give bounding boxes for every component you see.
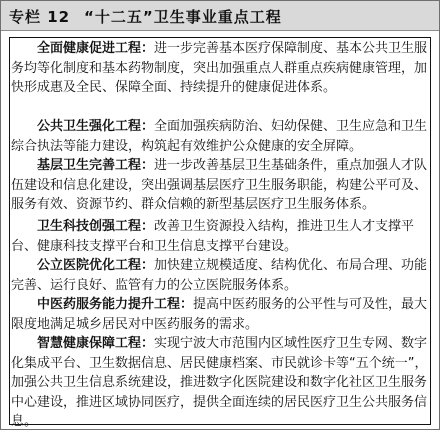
item-text: 进一步完善基本医疗保障制度、基本公共卫生服务均等化制度和基本药物制度，突出加强重点人群重点疾病健康管理，加快形成惠及全民、保障全面、持续提升的健康促进体系。: [11, 41, 428, 95]
item-public-health: [11, 117, 429, 156]
item-text: 提高中医药服务的公平性与可及性，最大限度地满足城乡居民对中医药服务的需求。: [11, 297, 428, 332]
item-grassroots: [11, 156, 429, 215]
item-term: 基层卫生完善工程：: [37, 158, 155, 173]
item-health-promotion: [11, 39, 429, 98]
item-tcm: [11, 295, 429, 334]
item-term: 公立医院优化工程：: [37, 258, 155, 273]
item-term: 智慧健康保障工程：: [37, 336, 155, 351]
item-smart-health: [11, 334, 429, 432]
item-term: 中医药服务能力提升工程：: [37, 297, 194, 312]
column-number: 专栏 12: [9, 8, 71, 26]
item-term: 公共卫生强化工程：: [37, 119, 155, 134]
column-title: “十二五”卫生事业重点工程: [84, 8, 282, 26]
item-text: 实现宁波大市范围内区域性医疗卫生专网、数字化集成平台、卫生数据信息、居民健康档案、市民就诊卡等“五个统一”，加强公共卫生信息系统建设，推进数字化医院建设和数字化社区卫生服务中心建设，推进区域协同医疗，提供全面连续的居民医疗卫生公共服务信息。: [11, 336, 428, 429]
item-text: 进一步改善基层卫生基础条件，重点加强人才队伍建设和信息化建设，突出强调基层医疗卫生服务职能，构建公平可及、服务有效、资源节约、群众信赖的新型基层医疗卫生服务体系。: [11, 158, 428, 212]
header-bar: [1, 1, 439, 31]
item-term: 卫生科技创强工程：: [37, 219, 155, 234]
item-public-hospital: [11, 256, 429, 295]
item-science-tech: [11, 217, 429, 256]
item-text: 全面加强疾病防治、妇幼保健、卫生应急和卫生综合执法等能力建设，构筑起有效维护公众健康的安全屏障。: [11, 119, 428, 154]
item-text: 加快建立规模适度、结构优化、布局合理、功能完善、运行良好、监管有力的公立医院服务体系。: [11, 258, 428, 293]
item-text: 改善卫生资源投入结构，推进卫生人才支撑平台、健康科技支撑平台和卫生信息支撑平台建设。: [11, 219, 415, 254]
item-term: 全面健康促进工程：: [37, 41, 155, 56]
